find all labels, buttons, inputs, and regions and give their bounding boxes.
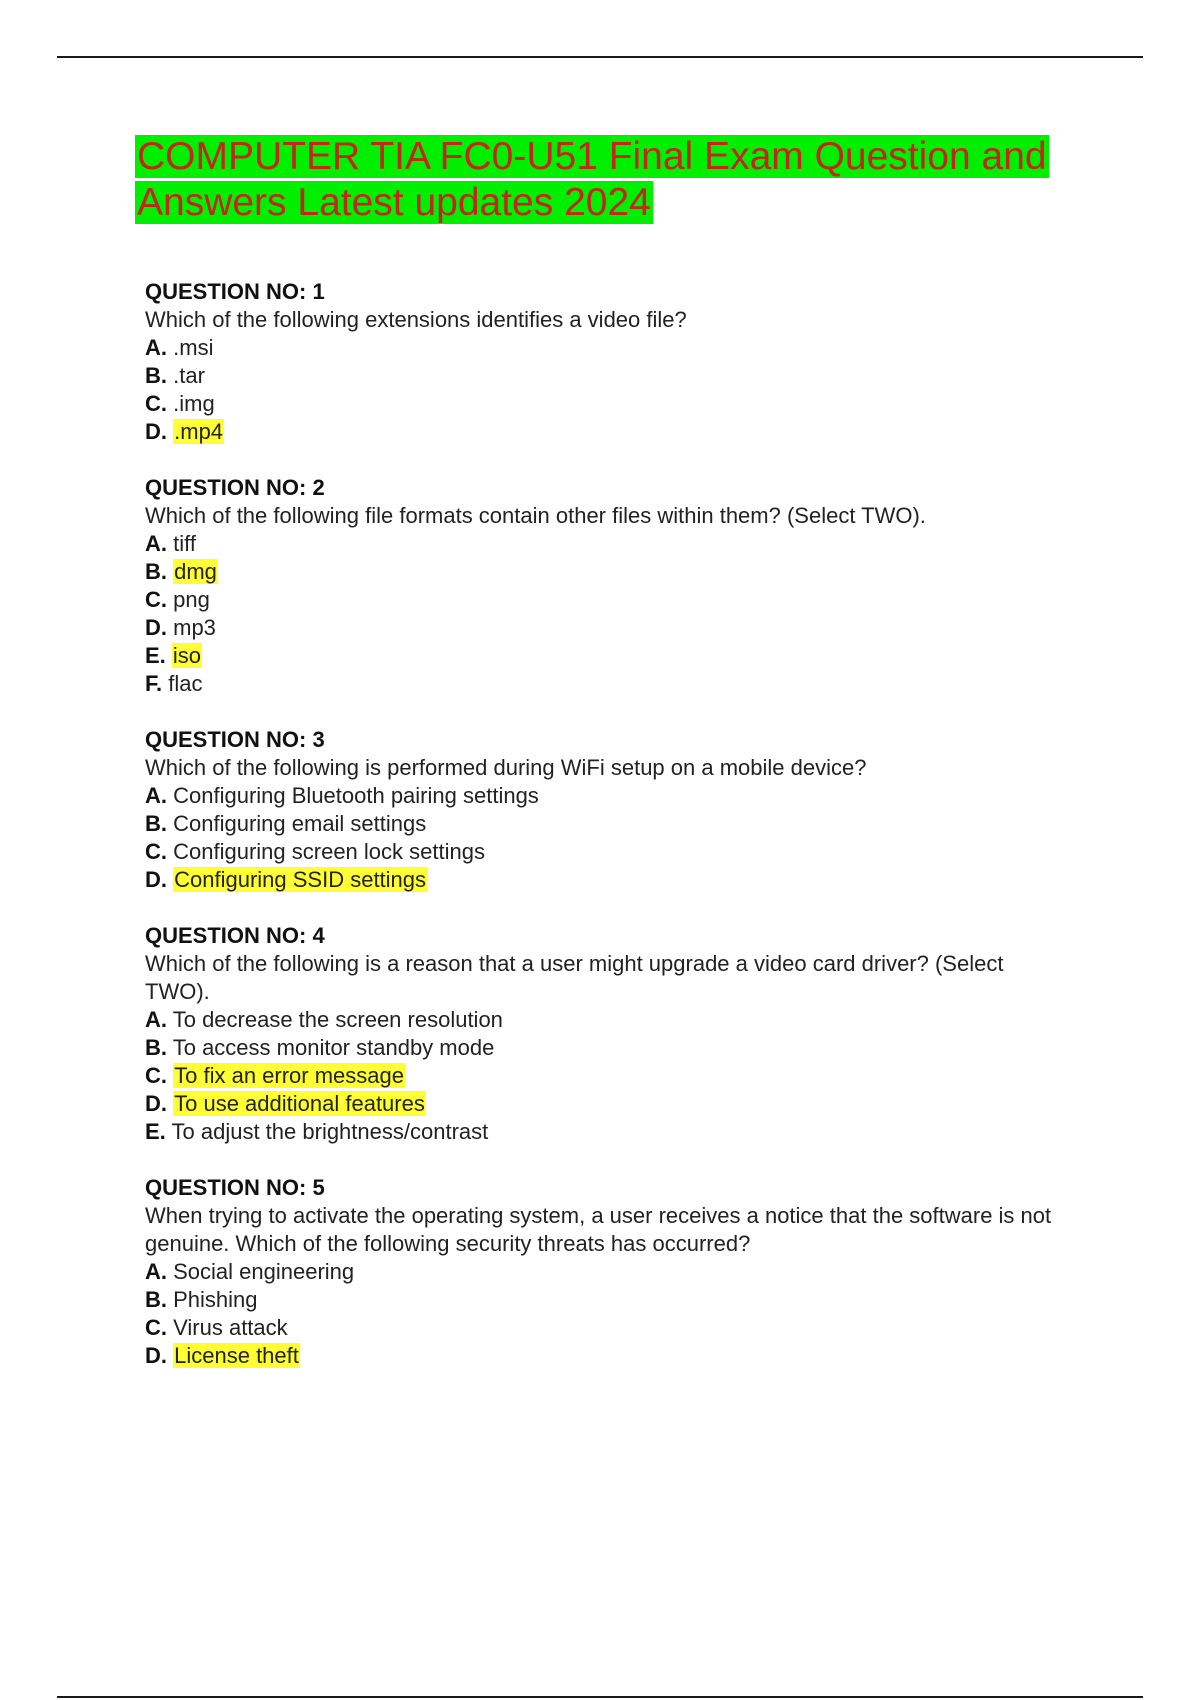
answer-option [145,1258,1105,1286]
answer-option [145,1118,1105,1146]
question-text: Which of the following is a reason that a user might upgrade a video card driver? (Select TWO). [145,951,1004,1004]
answer-option [145,810,1105,838]
answer-option-correct [145,642,1105,670]
answer-option [145,390,1105,418]
answer-option [145,1006,1105,1034]
option-text-highlighted: To use additional features [174,1091,425,1116]
option-letter: E. [145,643,166,668]
question-text: Which of the following file formats contain other files within them? (Select TWO). [145,503,926,528]
answer-option [145,1286,1105,1314]
option-letter: A. [145,1259,167,1284]
option-letter: C. [145,587,167,612]
question-3 [145,726,1105,894]
question-heading: QUESTION NO: 3 [145,727,325,752]
option-text-highlighted: Configuring SSID settings [174,867,427,892]
option-text-highlighted: .mp4 [174,419,224,444]
page-top-rule [57,56,1143,58]
option-letter: C. [145,1063,167,1088]
option-letter: D. [145,615,167,640]
option-letter: D. [145,1343,167,1368]
option-letter: C. [145,391,167,416]
option-text: .msi [173,335,214,360]
option-text: png [173,587,210,612]
option-letter: A. [145,335,167,360]
option-letter: F. [145,671,163,696]
answer-options [145,782,1105,894]
question-heading: QUESTION NO: 4 [145,923,325,948]
question-heading: QUESTION NO: 5 [145,1175,325,1200]
question-2 [145,474,1105,698]
option-text: Social engineering [173,1259,355,1284]
answer-option [145,362,1105,390]
answer-option [145,530,1105,558]
option-letter: B. [145,811,167,836]
question-heading: QUESTION NO: 1 [145,279,325,304]
option-letter: B. [145,1035,167,1060]
option-letter: A. [145,531,167,556]
option-text: To adjust the brightness/contrast [171,1119,489,1144]
page-bottom-rule [57,1696,1143,1698]
option-letter: C. [145,1315,167,1340]
answer-option-correct [145,1062,1105,1090]
answer-option-correct [145,1342,1105,1370]
option-text: flac [168,671,203,696]
option-text: Virus attack [173,1315,288,1340]
answer-option [145,838,1105,866]
answer-options [145,1258,1105,1370]
answer-option [145,1034,1105,1062]
option-text: Configuring screen lock settings [173,839,485,864]
option-text-highlighted: To fix an error message [174,1063,404,1088]
answer-option [145,782,1105,810]
question-text: When trying to activate the operating system, a user receives a notice that the software is not genuine. Which of the following security threats has occurred? [145,1203,1052,1256]
option-letter: C. [145,839,167,864]
answer-option [145,670,1105,698]
document-title-text: COMPUTER TIA FC0-U51 Final Exam Question and Answers Latest updates 2024 [137,135,1047,224]
option-text-highlighted: License theft [174,1343,299,1368]
option-letter: D. [145,419,167,444]
option-text-highlighted: iso [172,643,202,668]
answer-options [145,334,1105,446]
answer-option [145,614,1105,642]
answer-option [145,334,1105,362]
answer-option-correct [145,1090,1105,1118]
option-text: To decrease the screen resolution [172,1007,503,1032]
question-5 [145,1174,1105,1370]
option-letter: A. [145,783,167,808]
answer-options [145,1006,1105,1146]
option-text: Configuring Bluetooth pairing settings [173,783,539,808]
option-text: .tar [173,363,205,388]
option-text: To access monitor standby mode [172,1035,495,1060]
answer-option-correct [145,418,1105,446]
option-letter: B. [145,1287,167,1312]
option-letter: D. [145,1091,167,1116]
question-text: Which of the following is performed during WiFi setup on a mobile device? [145,755,867,780]
answer-option [145,586,1105,614]
answer-option [145,1314,1105,1342]
question-text: Which of the following extensions identifies a video file? [145,307,687,332]
option-text: Configuring email settings [173,811,427,836]
document-title [135,134,1095,226]
question-list [145,278,1105,1398]
question-heading: QUESTION NO: 2 [145,475,325,500]
option-text: Phishing [173,1287,258,1312]
answer-options [145,530,1105,698]
option-letter: A. [145,1007,167,1032]
option-letter: E. [145,1119,166,1144]
question-1 [145,278,1105,446]
option-text: mp3 [173,615,216,640]
option-letter: D. [145,867,167,892]
option-text: tiff [173,531,196,556]
option-text: .img [173,391,215,416]
option-letter: B. [145,363,167,388]
answer-option-correct [145,866,1105,894]
question-4 [145,922,1105,1146]
option-text-highlighted: dmg [174,559,217,584]
option-letter: B. [145,559,167,584]
answer-option-correct [145,558,1105,586]
